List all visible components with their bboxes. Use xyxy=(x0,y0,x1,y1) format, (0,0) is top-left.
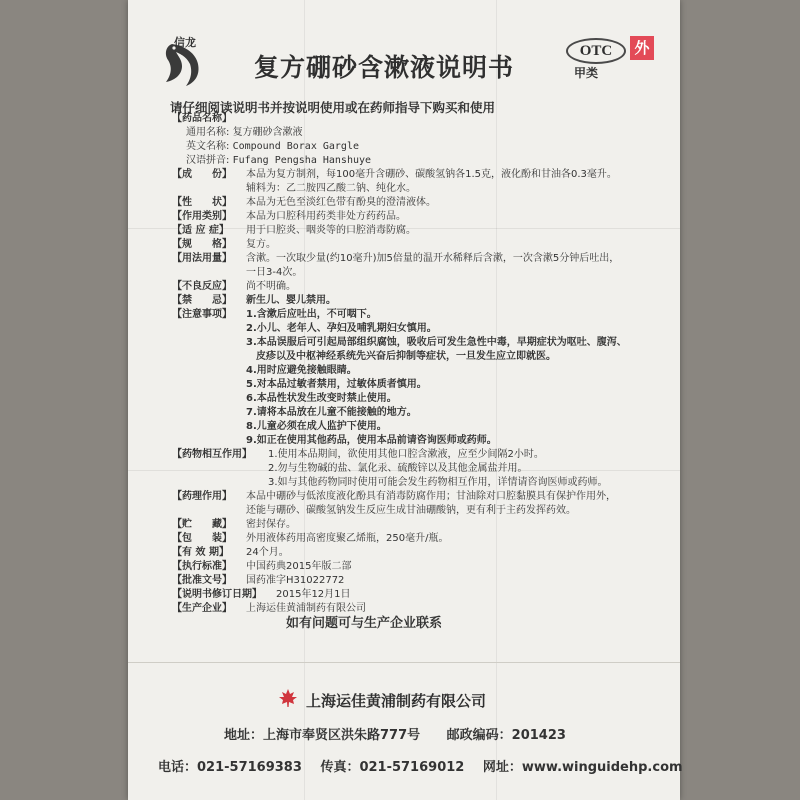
package-row: 【包 装】 外用液体药用高密度聚乙烯瓶，250毫升/瓶。 xyxy=(172,533,449,544)
spec-row: 【规 格】 复方。 xyxy=(172,239,276,250)
caution-item: 6.本品性状发生改变时禁止使用。 xyxy=(246,393,397,404)
contact-note: 如有问题可与生产企业联系 xyxy=(286,616,443,631)
address: 地址：上海市奉贤区洪朱路777号 xyxy=(224,728,421,743)
caution-item: 皮疹以及中枢神经系统先兴奋后抑制等症状，一旦发生应立即就医。 xyxy=(256,351,556,362)
phone-number: 电话：021-57169383 xyxy=(158,760,302,775)
caution-item: 8.儿童必须在成人监护下使用。 xyxy=(246,421,387,432)
composition-row: 【成 份】 本品为复方制剂，每100毫升含硼砂、碳酸氢钠各1.5克，液化酚和甘油各0.3毫升。 xyxy=(172,169,617,180)
manufacturer-row: 【生产企业】 上海运佳黄浦制药有限公司 xyxy=(172,603,366,614)
maple-leaf-icon xyxy=(278,688,298,708)
storage-row: 【贮 藏】 密封保存。 xyxy=(172,519,296,530)
character-row: 【性 状】 本品为无色至淡红色带有酚臭的澄清液体。 xyxy=(172,197,436,208)
caution-item: 7.请将本品放在儿童不能接触的地方。 xyxy=(246,407,417,418)
instruction-body: 【药品名称】 通用名称: 复方硼砂含漱液 英文名称: Compound Borax Gargle 汉语拼音: Fufang Pengsha Hanshuye 【成 份】 本品为复方制剂，每100毫升含硼砂、碳酸氢钠各1.5克，液化酚和甘油各0.3毫升。 辅料为：乙二胺四乙酸二钠、纯化水。 【性 状】 本品为无色至淡红色带有酚臭的澄清液体。 【作用类别】 本品为口腔科用药类非处方药药品。 【适 应 症】 用于口腔炎、咽炎等的口腔消毒防腐。 【规 格】 复方。 【用法用量】 含漱。一次取少量(约10毫升)加5倍量的温开水稀释后含漱，一次含漱5分钟后吐出， 一日3-4次。 【不良反应】 尚不明确。 【禁 忌】 新生儿、婴儿禁用。 【注意事项】 1.含漱后应吐出，不可咽下。 2.小儿、老年人、孕妇及哺乳期妇女慎用。 3.本品误服后可引起局部组织腐蚀，吸收后可发生急性中毒，早期症状为呕吐、腹泻、 皮疹以及中枢神经系统先兴奋后抑制等症状，一旦发生应立即就医。 4.用时应避免接触眼睛。 5.对本品过敏者禁用，过敏体质者慎用。 6.本品性状发生改变时禁止使用。 7.请将本品放在儿童不能接触的地方。 8.儿童必须在成人监护下使用。 9.如正在使用其他药品，使用本品前请咨询医师或药师。 【药物相互作用】 1.使用本品期间，欲使用其他口腔含漱液，应至少间隔2小时。 2.勿与生物碱的盐、氯化汞、硫酸锌以及其他金属盐并用。 3.如与其他药物同时使用可能会发生药物相互作用，详情请咨询医师或药师。 【药理作用】 本品中硼砂与低浓度液化酚具有消毒防腐作用；甘油除对口腔黏膜具有保护作用外， 还能与硼砂、碳酸氢钠发生反应生成甘油硼酸钠，更有利于主药发挥药效。 【贮 藏】 密封保存。 【包 装】 外用液体药用高密度聚乙烯瓶，250毫升/瓶。 【有 效 期】 24个月。 【执行标准】 中国药典2015年版二部 【批准文号】 国药准字H31022772 【说明书修订日期】 2015年12月1日 【生产企业】 上海运佳黄浦制药有限公司 xyxy=(172,112,672,616)
pinyin-row: 汉语拼音: Fufang Pengsha Hanshuye xyxy=(186,155,372,166)
website: 网址：www.winguidehp.com xyxy=(482,760,683,775)
instruction-sheet xyxy=(128,0,683,800)
approval-row: 【批准文号】 国药准字H31022772 xyxy=(172,575,345,586)
caution-item: 2.小儿、老年人、孕妇及哺乳期妇女慎用。 xyxy=(246,323,437,334)
divider xyxy=(128,662,680,663)
interaction-row: 【药物相互作用】 1.使用本品期间，欲使用其他口腔含漱液，应至少间隔2小时。 xyxy=(172,449,544,460)
usage-row: 【用法用量】 含漱。一次取少量(约10毫升)加5倍量的温开水稀释后含漱，一次含漱5分钟后吐出， xyxy=(172,253,620,264)
document-title: 复方硼砂含漱液说明书 xyxy=(254,53,515,82)
caution-item: 9.如正在使用其他药品，使用本品前请咨询医师或药师。 xyxy=(246,435,497,446)
generic-name-row: 通用名称: 复方硼砂含漱液 xyxy=(186,127,303,138)
adverse-row: 【不良反应】 尚不明确。 xyxy=(172,281,296,292)
interaction-item: 2.勿与生物碱的盐、氯化汞、硫酸锌以及其他金属盐并用。 xyxy=(268,463,528,474)
pharmacology-row: 【药理作用】 本品中硼砂与低浓度液化酚具有消毒防腐作用；甘油除对口腔黏膜具有保护作用外， xyxy=(172,491,616,502)
caution-row: 【注意事项】 1.含漱后应吐出，不可咽下。 xyxy=(172,309,377,320)
brand-name: 信龙 xyxy=(174,36,196,49)
english-name-row: 英文名称: Compound Borax Gargle xyxy=(186,141,359,152)
revision-date-row: 【说明书修订日期】 2015年12月1日 xyxy=(172,589,351,600)
fax-number: 传真：021-57169012 xyxy=(320,760,465,775)
interaction-item: 3.如与其他药物同时使用可能会发生药物相互作用，详情请咨询医师或药师。 xyxy=(268,477,608,488)
category-row: 【作用类别】 本品为口腔科用药类非处方药药品。 xyxy=(172,211,406,222)
address-line xyxy=(224,724,588,743)
standard-row: 【执行标准】 中国药典2015年版二部 xyxy=(172,561,352,572)
caution-item: 4.用时应避免接触眼睛。 xyxy=(246,365,357,376)
caution-item: 3.本品误服后可引起局部组织腐蚀，吸收后可发生急性中毒，早期症状为呕吐、腹泻、 xyxy=(246,337,627,348)
caution-item: 5.对本品过敏者禁用，过敏体质者慎用。 xyxy=(246,379,427,390)
section-drug-name: 【药品名称】 xyxy=(172,113,232,124)
validity-row: 【有 效 期】 24个月。 xyxy=(172,547,289,558)
external-use-badge: 外 xyxy=(630,36,654,60)
postcode: 邮政编码：201423 xyxy=(446,728,566,743)
contraindication-row: 【禁 忌】 新生儿、婴儿禁用。 xyxy=(172,295,336,306)
contact-line xyxy=(158,756,697,775)
otc-badge: OTC xyxy=(566,38,626,64)
otc-class-label: 甲类 xyxy=(574,66,599,80)
company-name: 上海运佳黄浦制药有限公司 xyxy=(306,692,487,710)
indication-row: 【适 应 症】 用于口腔炎、咽炎等的口腔消毒防腐。 xyxy=(172,225,416,236)
usage-warning: 请仔细阅读说明书并按说明使用或在药师指导下购买和使用 xyxy=(170,100,496,115)
